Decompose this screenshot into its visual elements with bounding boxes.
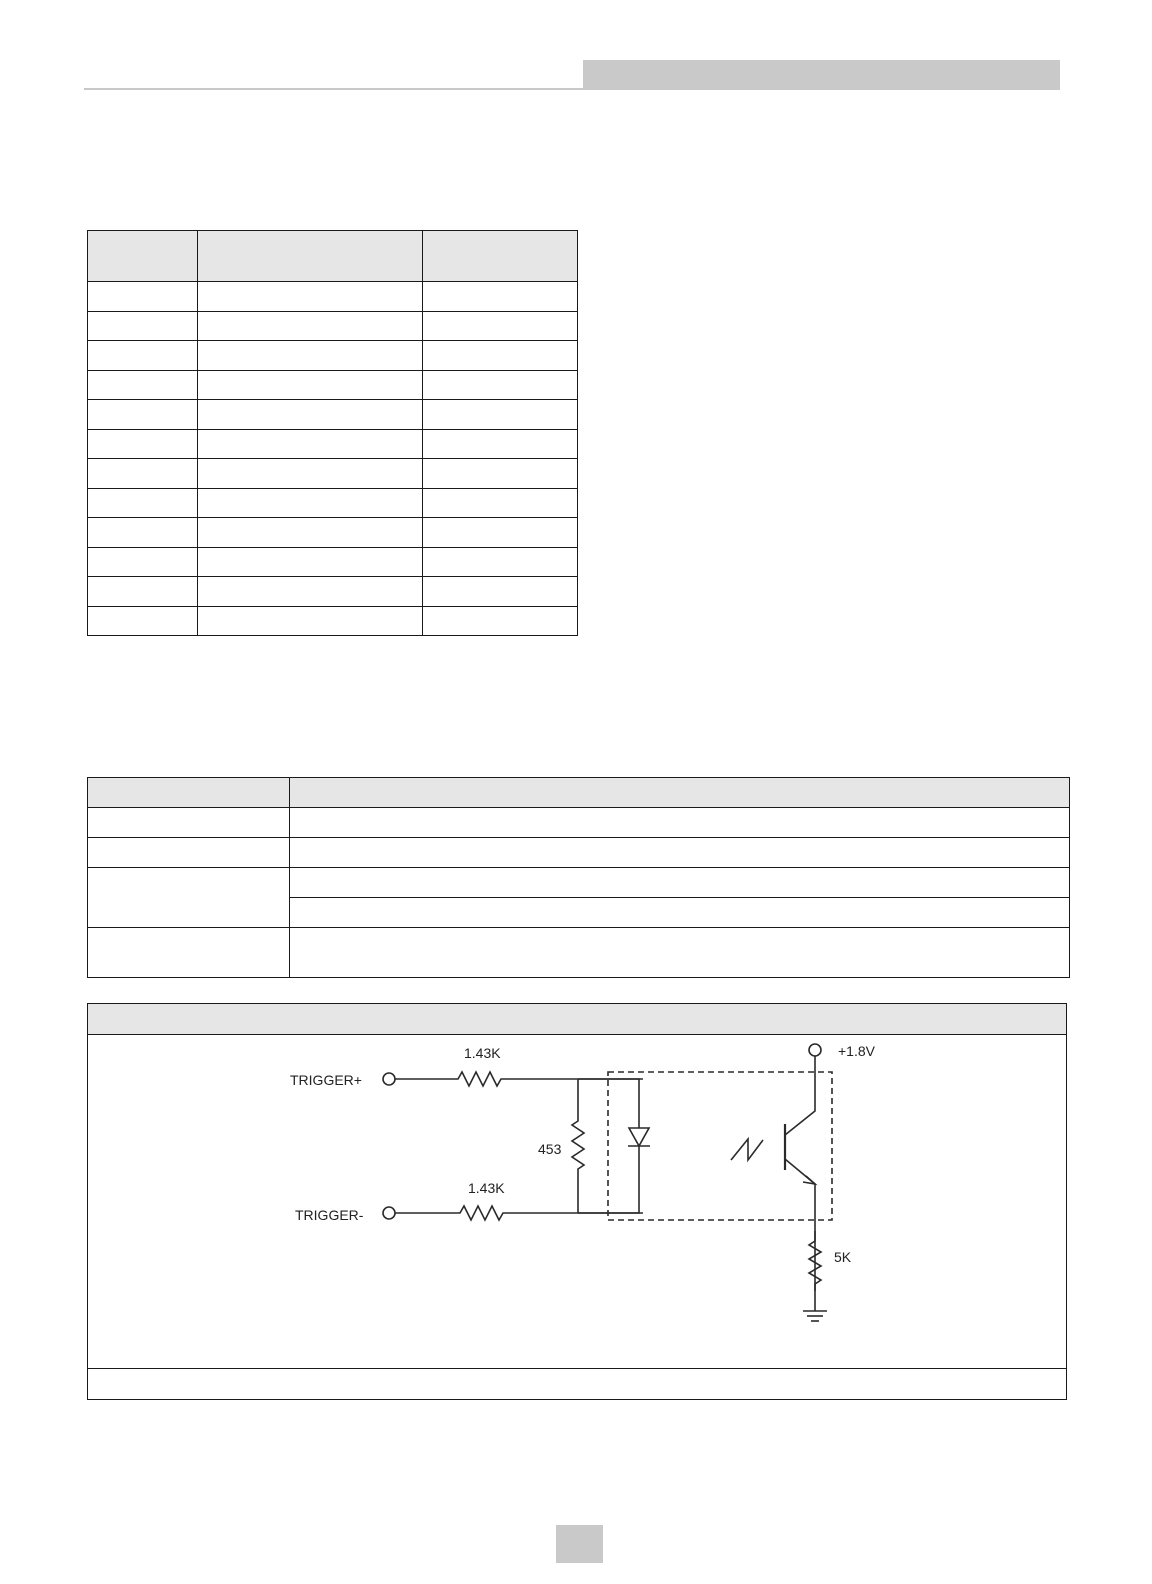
table-cell — [423, 282, 578, 312]
resistor-shunt-label: 453 — [538, 1141, 562, 1157]
table-cell — [88, 370, 198, 400]
table-row — [88, 311, 578, 341]
table-cell — [88, 838, 290, 868]
table-cell — [88, 808, 290, 838]
table-cell — [88, 868, 290, 928]
pin-table-header-cell — [198, 231, 423, 282]
trigger-minus-terminal — [383, 1207, 395, 1219]
resistor-top-label: 1.43K — [464, 1045, 501, 1061]
table-cell — [88, 547, 198, 577]
page-number-box — [556, 1525, 603, 1563]
header-title-bar — [583, 60, 1060, 90]
table-cell — [423, 400, 578, 430]
trigger-input-schematic — [88, 1036, 1065, 1366]
table-cell — [290, 838, 1070, 868]
led-diode-icon — [629, 1128, 649, 1146]
table-cell — [198, 547, 423, 577]
table-row — [88, 547, 578, 577]
table-cell — [423, 370, 578, 400]
table-cell — [198, 429, 423, 459]
table-row — [88, 429, 578, 459]
table-cell — [88, 577, 198, 607]
table-cell — [290, 898, 1070, 928]
trigger-plus-label: TRIGGER+ — [290, 1072, 362, 1088]
table-row — [88, 868, 1070, 898]
schematic-panel — [87, 1003, 1067, 1400]
table-cell — [88, 400, 198, 430]
table-cell — [290, 808, 1070, 838]
table-cell — [423, 577, 578, 607]
table-cell — [198, 311, 423, 341]
table-cell — [88, 488, 198, 518]
trigger-minus-label: TRIGGER- — [295, 1207, 364, 1223]
spec-table — [87, 777, 1070, 978]
spec-table-header-cell — [88, 778, 290, 808]
table-cell — [198, 518, 423, 548]
table-cell — [88, 311, 198, 341]
table-cell — [198, 488, 423, 518]
table-cell — [88, 429, 198, 459]
table-row — [88, 282, 578, 312]
table-row — [88, 341, 578, 371]
table-row — [88, 459, 578, 489]
table-cell — [423, 488, 578, 518]
table-row — [88, 518, 578, 548]
table-cell — [198, 606, 423, 636]
table-cell — [88, 518, 198, 548]
table-cell — [198, 400, 423, 430]
table-row — [88, 577, 578, 607]
schematic-panel-header — [88, 1004, 1066, 1035]
table-row — [88, 400, 578, 430]
trigger-plus-terminal — [383, 1073, 395, 1085]
table-cell — [88, 282, 198, 312]
table-cell — [290, 868, 1070, 898]
light-emission-icon — [731, 1139, 763, 1160]
table-cell — [423, 459, 578, 489]
table-row — [88, 370, 578, 400]
table-cell — [423, 547, 578, 577]
pin-table — [87, 230, 578, 636]
table-cell — [88, 459, 198, 489]
spec-table-header-row — [88, 778, 1070, 808]
transistor-collector — [785, 1056, 815, 1135]
table-cell — [88, 341, 198, 371]
supply-terminal — [809, 1044, 821, 1056]
table-row — [88, 606, 578, 636]
table-cell — [198, 577, 423, 607]
pin-table-header-row — [88, 231, 578, 282]
table-cell — [423, 429, 578, 459]
table-cell — [423, 606, 578, 636]
pin-table-header-cell — [88, 231, 198, 282]
table-cell — [290, 928, 1070, 978]
table-row — [88, 838, 1070, 868]
table-cell — [198, 370, 423, 400]
table-row — [88, 808, 1070, 838]
schematic-panel-footer — [88, 1368, 1066, 1399]
shunt-resistor — [572, 1079, 584, 1213]
table-cell — [198, 282, 423, 312]
supply-voltage-label: +1.8V — [838, 1043, 875, 1059]
table-cell — [198, 459, 423, 489]
resistor-bottom-label: 1.43K — [468, 1180, 505, 1196]
pin-table-header-cell — [423, 231, 578, 282]
resistor-emitter-label: 5K — [834, 1249, 852, 1265]
table-cell — [88, 928, 290, 978]
table-cell — [423, 311, 578, 341]
table-cell — [423, 518, 578, 548]
table-cell — [88, 606, 198, 636]
table-cell — [423, 341, 578, 371]
spec-table-header-cell — [290, 778, 1070, 808]
table-row — [88, 928, 1070, 978]
table-row — [88, 488, 578, 518]
table-cell — [198, 341, 423, 371]
